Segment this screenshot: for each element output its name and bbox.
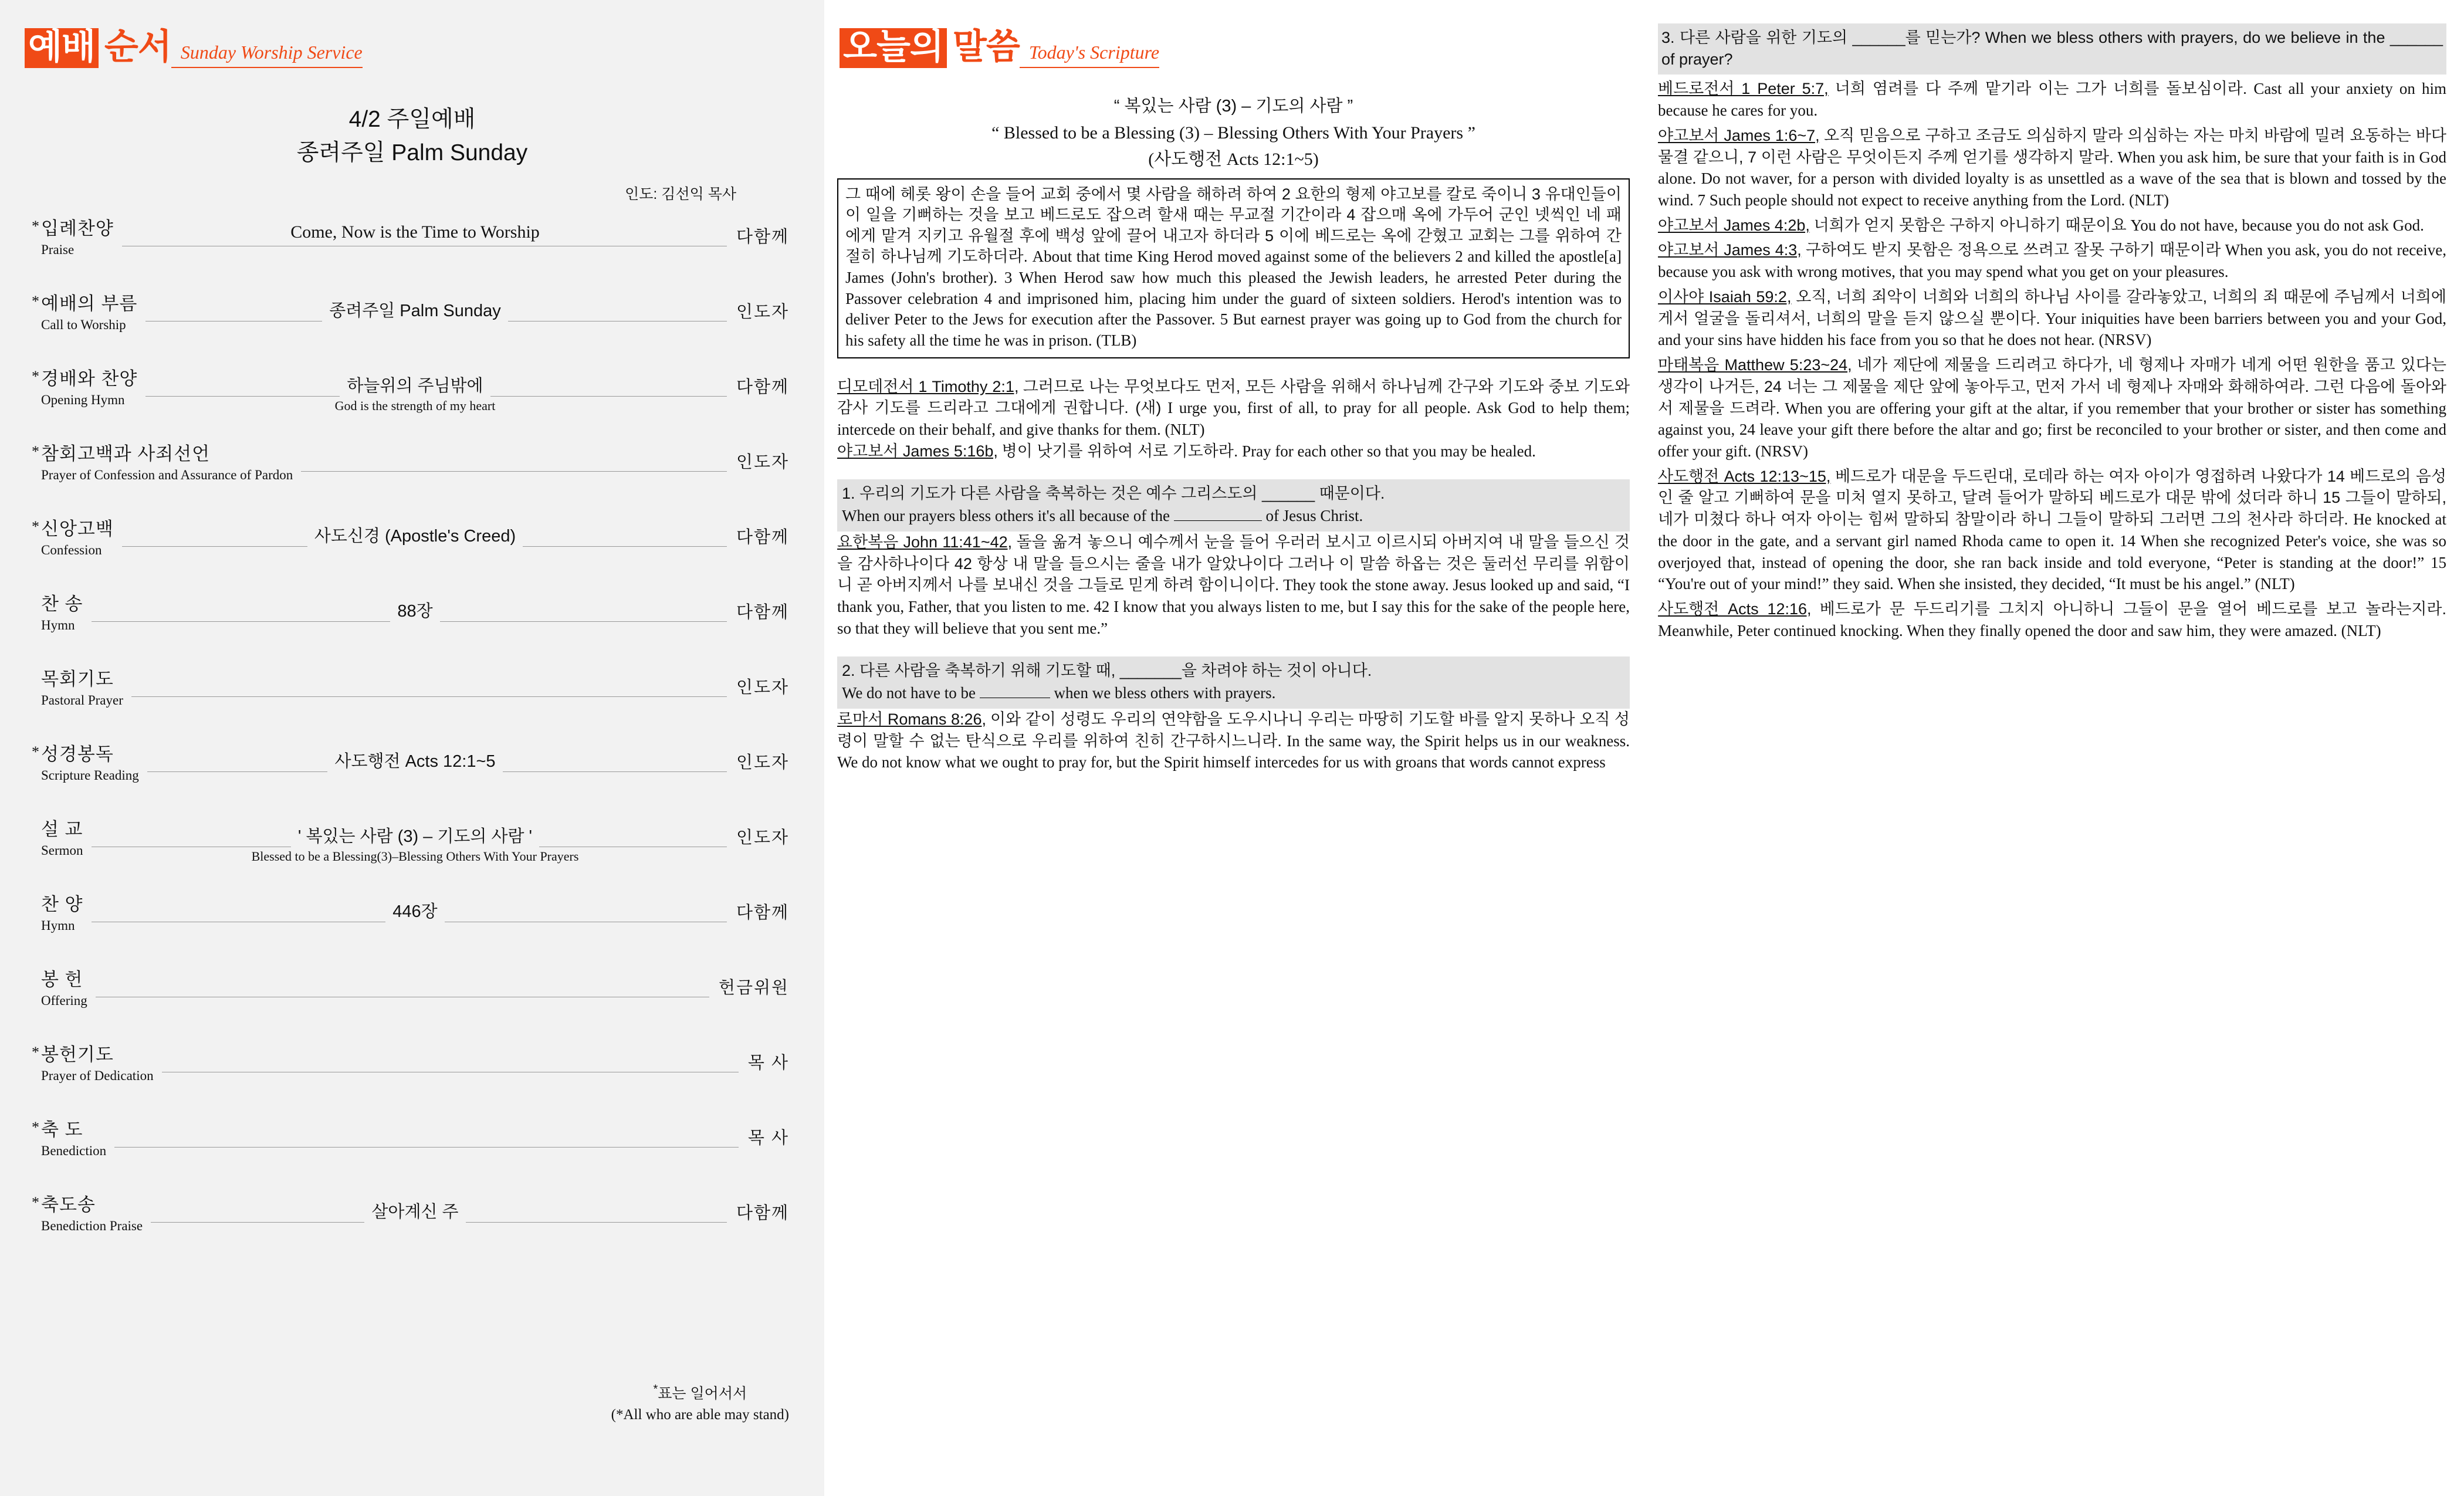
order-item-ko: 경배와 찬양 — [41, 368, 138, 390]
order-item-detail-sub: God is the strength of my heart — [334, 398, 496, 414]
order-item-who: 다함께 — [727, 374, 789, 398]
sermon-title-block — [824, 94, 1643, 172]
stand-star: * — [32, 443, 39, 461]
order-item-who: 다함께 — [727, 599, 789, 623]
standing-footnote — [611, 1381, 789, 1426]
order-item-en: Prayer of Dedication — [41, 1068, 154, 1084]
reference-block-3 — [1658, 215, 2446, 236]
order-item-who: 다함께 — [727, 1200, 789, 1224]
main-scripture-ko: 그 때에 헤롯 왕이 손을 들어 교회 중에서 몇 사람을 해하려 하여 2 요한의 형제 야고보를 칼로 죽이니 3 유대인들이 이 일을 기뻐하는 것을 보고 베드로도 잡으려 할새 때는 무교절 기간이라 4 잡으매 옥에 가두어 군인 넷씩인 네 패에게 맡겨 지키고 유월절 후에 백성 앞에 끌어 내고자 하더라 5 이에 베드로는 옥에 갇혔고 교회는 그를 위하여 간절히 하나님께 기도하더라. — [845, 185, 1622, 266]
stand-star: * — [32, 218, 39, 235]
main-scripture-box — [837, 178, 1630, 358]
header-korean-box: 오늘의 — [840, 28, 947, 68]
header-korean-plain: 말씀 — [952, 27, 1020, 66]
order-item-ko: 목회기도 — [41, 669, 114, 690]
paragraph-2-en: Pray for each other so that you may be healed. — [1242, 442, 1536, 460]
row-underline — [59, 1147, 777, 1148]
order-item-detail-main: 446장 — [385, 898, 444, 922]
order-item-ko: 축 도 — [41, 1119, 83, 1140]
service-date-line: 4/2 주일예배 — [348, 107, 476, 132]
header-korean-box: 예배 — [25, 28, 99, 68]
order-item-ko: 봉 헌 — [41, 969, 83, 990]
order-item-names — [41, 970, 96, 1010]
order-item-en: Sermon — [41, 843, 83, 858]
question-1-blank — [1174, 520, 1262, 521]
order-list — [0, 219, 824, 1270]
reference-block-1 — [1658, 78, 2446, 121]
reference-8-ko: 베드로가 문 두드리기를 그치지 아니하니 그들이 문을 열어 베드로를 보고 놀라는지라. — [1819, 600, 2446, 618]
order-item-en: Offering — [41, 993, 87, 1008]
footnote-en: (*All who are able may stand) — [611, 1406, 789, 1423]
stand-star: * — [32, 1119, 39, 1136]
order-item — [32, 743, 789, 820]
order-item-en: Prayer of Confession and Assurance of Pardon — [41, 468, 293, 483]
reference-6-ref: 마태복음 Matthew 5:23~24, — [1658, 356, 1852, 374]
order-item-detail-main: 종려주일 Palm Sunday — [322, 297, 508, 321]
reference-2-ref: 야고보서 James 1:6~7, — [1658, 126, 1820, 144]
row-underline — [59, 696, 777, 697]
order-item — [32, 518, 789, 594]
main-scripture-en: About that time King Herod moved against some of the believers 2 and killed the apostle[a] James (John's brother). 3 When Herod saw how much this pleased the Jewish leaders, he arrested Peter during the Passover celebration 4 and imprisoned him, placing him under the guard of sixteen soldiers. Herod's intention was to deliver Peter to the Jews for execution after the Passover. 5 But earnest prayer was going up to God from the church for his safety all the time he was in prison. (TLB) — [845, 248, 1622, 349]
reference-5-en: Your iniquities have been barriers between you and your God, and your sins have hidden his face from you so that he does not hear. (NRSV) — [1658, 309, 2446, 349]
order-item-ko: 찬 양 — [41, 894, 83, 915]
stand-star: * — [32, 293, 39, 310]
reference-5-ko: 오직, 너희 죄악이 너희와 너희의 하나님 사이를 갈라놓았고, 너희의 죄 때문에 주님께서 너희에게서 얼굴을 돌리셔서, 너희의 말을 듣지 않으실 뿐이다. — [1658, 287, 2447, 327]
footnote-star: * — [653, 1383, 658, 1396]
order-item-who: 헌금위원 — [709, 974, 789, 999]
scripture-paragraph-1 — [837, 376, 1630, 441]
stand-star: * — [32, 743, 39, 761]
order-item-en: Confession — [41, 543, 102, 558]
question-2-en-part-a: We do not have to be — [842, 683, 976, 702]
order-item-detail — [41, 598, 789, 622]
question-1-body-ko: 돌을 옮겨 놓으니 예수께서 눈을 들어 우러러 보시고 이르시되 아버지여 내 말을 들으신 것을 감사하나이다 42 항상 내 말을 들으시는 줄을 내가 알았나이다 그러나 이 말씀 하옵는 것은 둘러선 무리를 위함이니 곧 아버지께서 나를 보내신 것을 그들로 믿게 하려 함이니이다. — [837, 533, 1630, 594]
scripture-paragraph-2 — [837, 441, 1630, 462]
order-item-ko: 설 교 — [41, 819, 83, 840]
order-item-names — [32, 1044, 162, 1085]
order-item-names — [32, 443, 301, 484]
order-item-ko: 예배의 부름 — [41, 293, 138, 314]
header-korean — [25, 28, 171, 68]
order-item — [41, 669, 789, 744]
order-item-en: Benediction — [41, 1143, 107, 1159]
reference-block-5 — [1658, 286, 2446, 351]
order-item-ko: 참회고백과 사죄선언 — [41, 444, 211, 465]
header-english: Today's Scripture — [1020, 42, 1159, 68]
order-item-detail — [41, 898, 789, 922]
todays-scripture-column — [824, 0, 1643, 1496]
question-1-ko: 1. 우리의 기도가 다른 사람을 축복하는 것은 예수 그리스도의 ______ 때문이다. — [842, 485, 1385, 503]
order-of-worship-header — [0, 0, 824, 68]
order-item-detail-main: 사도행전 Acts 12:1~5 — [327, 748, 502, 772]
order-item-who: 인도자 — [727, 749, 789, 773]
question-2 — [837, 656, 1630, 709]
order-item-en: Scripture Reading — [41, 768, 139, 783]
sermon-title-en: “ Blessed to be a Blessing (3) – Blessing Others With Your Prayers ” — [991, 123, 1475, 143]
question-2-ref: 로마서 Romans 8:26, — [837, 710, 987, 728]
order-item-who: 다함께 — [727, 224, 789, 248]
question-1-en — [842, 505, 1625, 527]
stand-star: * — [32, 368, 39, 385]
order-item — [32, 443, 789, 519]
order-item-who: 인도자 — [727, 299, 789, 323]
scripture-continued-column — [1643, 0, 2464, 1496]
reference-1-ko: 너희 염려를 다 주께 맡기라 이는 그가 너희를 돌보심이라. — [1835, 80, 2248, 98]
order-item-en: Pastoral Prayer — [41, 693, 123, 708]
question-1-ref: 요한복음 John 11:41~42, — [837, 533, 1013, 551]
order-item-en: Praise — [41, 242, 75, 258]
reference-8-en: Meanwhile, Peter continued knocking. When they finally opened the door and saw him, they were amazed. (NLT) — [1658, 621, 2381, 639]
question-2-body-ko: 이와 같이 성령도 우리의 연약함을 도우시나니 우리는 마땅히 기도할 바를 알지 못하나 오직 성령이 말할 수 없는 탄식으로 우리를 위하여 친히 간구하시느니라. — [837, 710, 1630, 750]
order-item-detail — [41, 373, 789, 414]
order-item-en: Hymn — [41, 918, 75, 933]
order-item-detail — [41, 823, 789, 864]
order-item-detail — [41, 523, 789, 547]
order-item-detail-main: 하늘위의 주님밖에 — [340, 373, 490, 397]
service-name-line: 종려주일 Palm Sunday — [296, 140, 528, 165]
question-2-support — [837, 709, 1630, 773]
paragraph-1-en: I urge you, first of all, to pray for all people. Ask God to help them; intercede on their behalf, and give thanks for them. (NLT) — [837, 399, 1630, 438]
reference-3-en: You do not have, because you do not ask God. — [2130, 216, 2424, 234]
order-item-ko: 신앙고백 — [41, 519, 114, 540]
question-1-body-en: They took the stone away. Jesus looked up and said, “I thank you, Father, that you listen to me. 42 I know that you always listen to me, but I say this for the sake of the people here, so that they will believe that you sent me.” — [837, 576, 1630, 637]
reference-7-ko: 베드로가 대문을 두드린대, 로데라 하는 여자 아이가 영접하려 나왔다가 14 베드로의 음성인 줄 알고 기뻐하여 문을 미처 열지 못하고, 달려 들어가 말하되 베드로가 대문 밖에 섰더라 하니 15 그들이 말하되, 네가 미쳤다 하나 여자 아이는 힘써 말하되 참말이라 하니 그들이 말하되 그러면 그의 천사라 하더라. — [1658, 467, 2447, 529]
sermon-title-ref: (사도행전 Acts 12:1~5) — [1148, 149, 1319, 169]
question-2-ko: 2. 다른 사람을 축복하기 위해 기도할 때, _______을 차려야 하는 것이 아니다. — [842, 662, 1372, 680]
order-item-en: Call to Worship — [41, 317, 126, 333]
order-item-detail — [41, 222, 789, 242]
reference-5-ref: 이사야 Isaiah 59:2, — [1658, 287, 1792, 306]
question-2-en — [842, 682, 1625, 704]
reference-block-4 — [1658, 239, 2446, 282]
order-item-ko: 입례찬양 — [41, 218, 114, 239]
header-english: Sunday Worship Service — [171, 42, 363, 68]
question-2-body-en: In the same way, the Spirit helps us in our weakness. We do not know what we ought to pray for, but the Spirit himself intercedes for us with groans that words cannot express — [837, 732, 1630, 771]
order-item-detail-main: Come, Now is the Time to Worship — [283, 222, 547, 242]
order-item-names — [32, 1119, 114, 1160]
order-item-ko: 축도송 — [41, 1194, 96, 1216]
reference-block-6 — [1658, 354, 2446, 462]
order-item-detail-main: 사도신경 (Apostle's Creed) — [307, 523, 523, 547]
order-item-who: 다함께 — [727, 524, 789, 548]
order-item — [41, 895, 789, 970]
paragraph-2-ref: 야고보서 James 5:16b, — [837, 442, 998, 460]
order-item-en: Opening Hymn — [41, 392, 125, 408]
reference-6-ko: 네가 제단에 제물을 드리려고 하다가, 네 형제나 자매가 네게 어떤 원한을 품고 있다는 생각이 나거든, 24 너는 그 제물을 제단 앞에 놓아두고, 먼저 가서 네 형제나 자매와 화해하여라. 그런 다음에 돌아와서 제물을 드려라. — [1658, 356, 2446, 417]
reference-7-ref: 사도행전 Acts 12:13~15, — [1658, 467, 1831, 485]
order-item-who: 인도자 — [727, 824, 789, 848]
order-item-who: 목 사 — [739, 1050, 789, 1074]
stand-star: * — [32, 1194, 39, 1211]
reference-3-ko: 너희가 얻지 못함은 구하지 아니하기 때문이요 — [1813, 216, 2127, 234]
order-item-detail-main: 살아계신 주 — [364, 1199, 465, 1223]
order-item-who: 인도자 — [727, 449, 789, 473]
reference-2-en: When you ask him, be sure that your faith is in God alone. Do not waver, for a person with divided loyalty is as unsettled as a wave of the sea that is blown and tossed by the wind. 7 Such people should not expect to receive anything from the Lord. (NLT) — [1658, 148, 2446, 209]
order-item — [41, 820, 789, 895]
order-item — [32, 218, 789, 294]
reference-4-ref: 야고보서 James 4:3, — [1658, 241, 1802, 259]
order-item-detail-main: ' 복있는 사람 (3) – 기도의 사람 ' — [291, 823, 539, 847]
order-item-detail — [41, 1199, 789, 1223]
order-item — [32, 1119, 789, 1195]
stand-star: * — [32, 518, 39, 536]
reference-block-8 — [1658, 598, 2446, 641]
order-item-who: 목 사 — [739, 1125, 789, 1149]
order-item-detail — [41, 748, 789, 772]
paragraph-1-ref: 디모데전서 1 Timothy 2:1, — [837, 377, 1019, 395]
reference-3-ref: 야고보서 James 4:2b, — [1658, 216, 1810, 234]
order-item-who: 인도자 — [727, 674, 789, 698]
order-item-detail — [41, 297, 789, 321]
service-leader: 인도: 김선익 목사 — [625, 186, 736, 203]
paragraph-1-ko: 그러므로 나는 무엇보다도 먼저, 모든 사람을 위해서 하나님께 간구와 기도와 중보 기도와 감사 기도를 드리라고 그대에게 권합니다. (새) — [837, 377, 1630, 417]
question-1-en-part-b: of Jesus Christ. — [1265, 506, 1363, 524]
reference-1-ref: 베드로전서 1 Peter 5:7, — [1658, 80, 1829, 98]
order-item-en: Benediction Praise — [41, 1219, 143, 1234]
reference-block-7 — [1658, 466, 2446, 595]
question-1-en-part-a: When our prayers bless others it's all because of the — [842, 506, 1170, 524]
order-item-ko: 찬 송 — [41, 594, 83, 615]
order-item-ko: 봉헌기도 — [41, 1044, 114, 1065]
order-item-detail-sub: Blessed to be a Blessing(3)–Blessing Others With Your Prayers — [251, 849, 579, 864]
order-of-worship-column — [0, 0, 824, 1496]
order-item-en: Hymn — [41, 618, 75, 633]
order-item — [32, 1194, 789, 1270]
question-1-support — [837, 532, 1630, 639]
header-korean-plain: 순서 — [104, 27, 171, 66]
footnote-ko-line — [611, 1381, 789, 1404]
reference-6-en: When you are offering your gift at the altar, if you remember that your brother or sister has something against you, 24 leave your gift there before the altar and go; first be reconciled to your brother or sister, and then come and offer your gift. (NRSV) — [1658, 399, 2446, 460]
order-item — [32, 293, 789, 369]
header-korean — [840, 28, 1020, 68]
question-3: 3. 다른 사람을 위한 기도의 ______를 믿는가? When we bless others with prayers, do we believe in the ______ of prayer? — [1658, 23, 2446, 75]
order-item-detail-main: 88장 — [390, 598, 439, 622]
reference-1-en: Cast all your anxiety on him because he cares for you. — [1658, 80, 2447, 120]
paragraph-2-ko: 병이 낫기를 위하여 서로 기도하라. — [1001, 442, 1238, 460]
reference-2-ko: 오직 믿음으로 구하고 조금도 의심하지 말라 의심하는 자는 마치 바람에 밀려 요동하는 바다 물결 같으니, 7 이런 사람은 무엇이든지 주께 얻기를 생각하지 말라. — [1658, 126, 2446, 166]
order-item-who: 다함께 — [727, 899, 789, 923]
question-1 — [837, 479, 1630, 532]
reference-8-ref: 사도행전 Acts 12:16, — [1658, 600, 1812, 618]
order-item — [41, 594, 789, 669]
sermon-title-ko: “ 복있는 사람 (3) – 기도의 사람 ” — [1113, 97, 1353, 116]
question-2-en-part-b: when we bless others with prayers. — [1054, 683, 1276, 702]
service-title — [0, 103, 824, 170]
order-item — [41, 970, 789, 1045]
reference-4-ko: 구하여도 받지 못함은 정욕으로 쓰려고 잘못 구하기 때문이라 — [1805, 241, 2221, 259]
stand-star: * — [32, 1044, 39, 1061]
reference-4-en: When you ask, you do not receive, because you ask with wrong motives, that you may spend what you get on your pleasures. — [1658, 241, 2447, 281]
footnote-ko: 표는 일어서서 — [658, 1385, 747, 1402]
reference-7-en: He knocked at the door in the gate, and a servant girl named Rhoda came to open it. 14 When she recognized Peter's voice, she was so overjoyed that, instead of opening the door, she ran back inside and told everyone, “Peter is standing at the door!” 15 “You're out of your mind!” they said. When she insisted, they decided, “It must be his angel.” (NLT) — [1658, 510, 2446, 593]
todays-scripture-header — [824, 0, 1643, 68]
order-item — [32, 1044, 789, 1120]
reference-block-2 — [1658, 125, 2446, 211]
order-item-ko: 성경봉독 — [41, 744, 114, 765]
order-item — [32, 368, 789, 444]
order-item-names — [41, 669, 131, 709]
